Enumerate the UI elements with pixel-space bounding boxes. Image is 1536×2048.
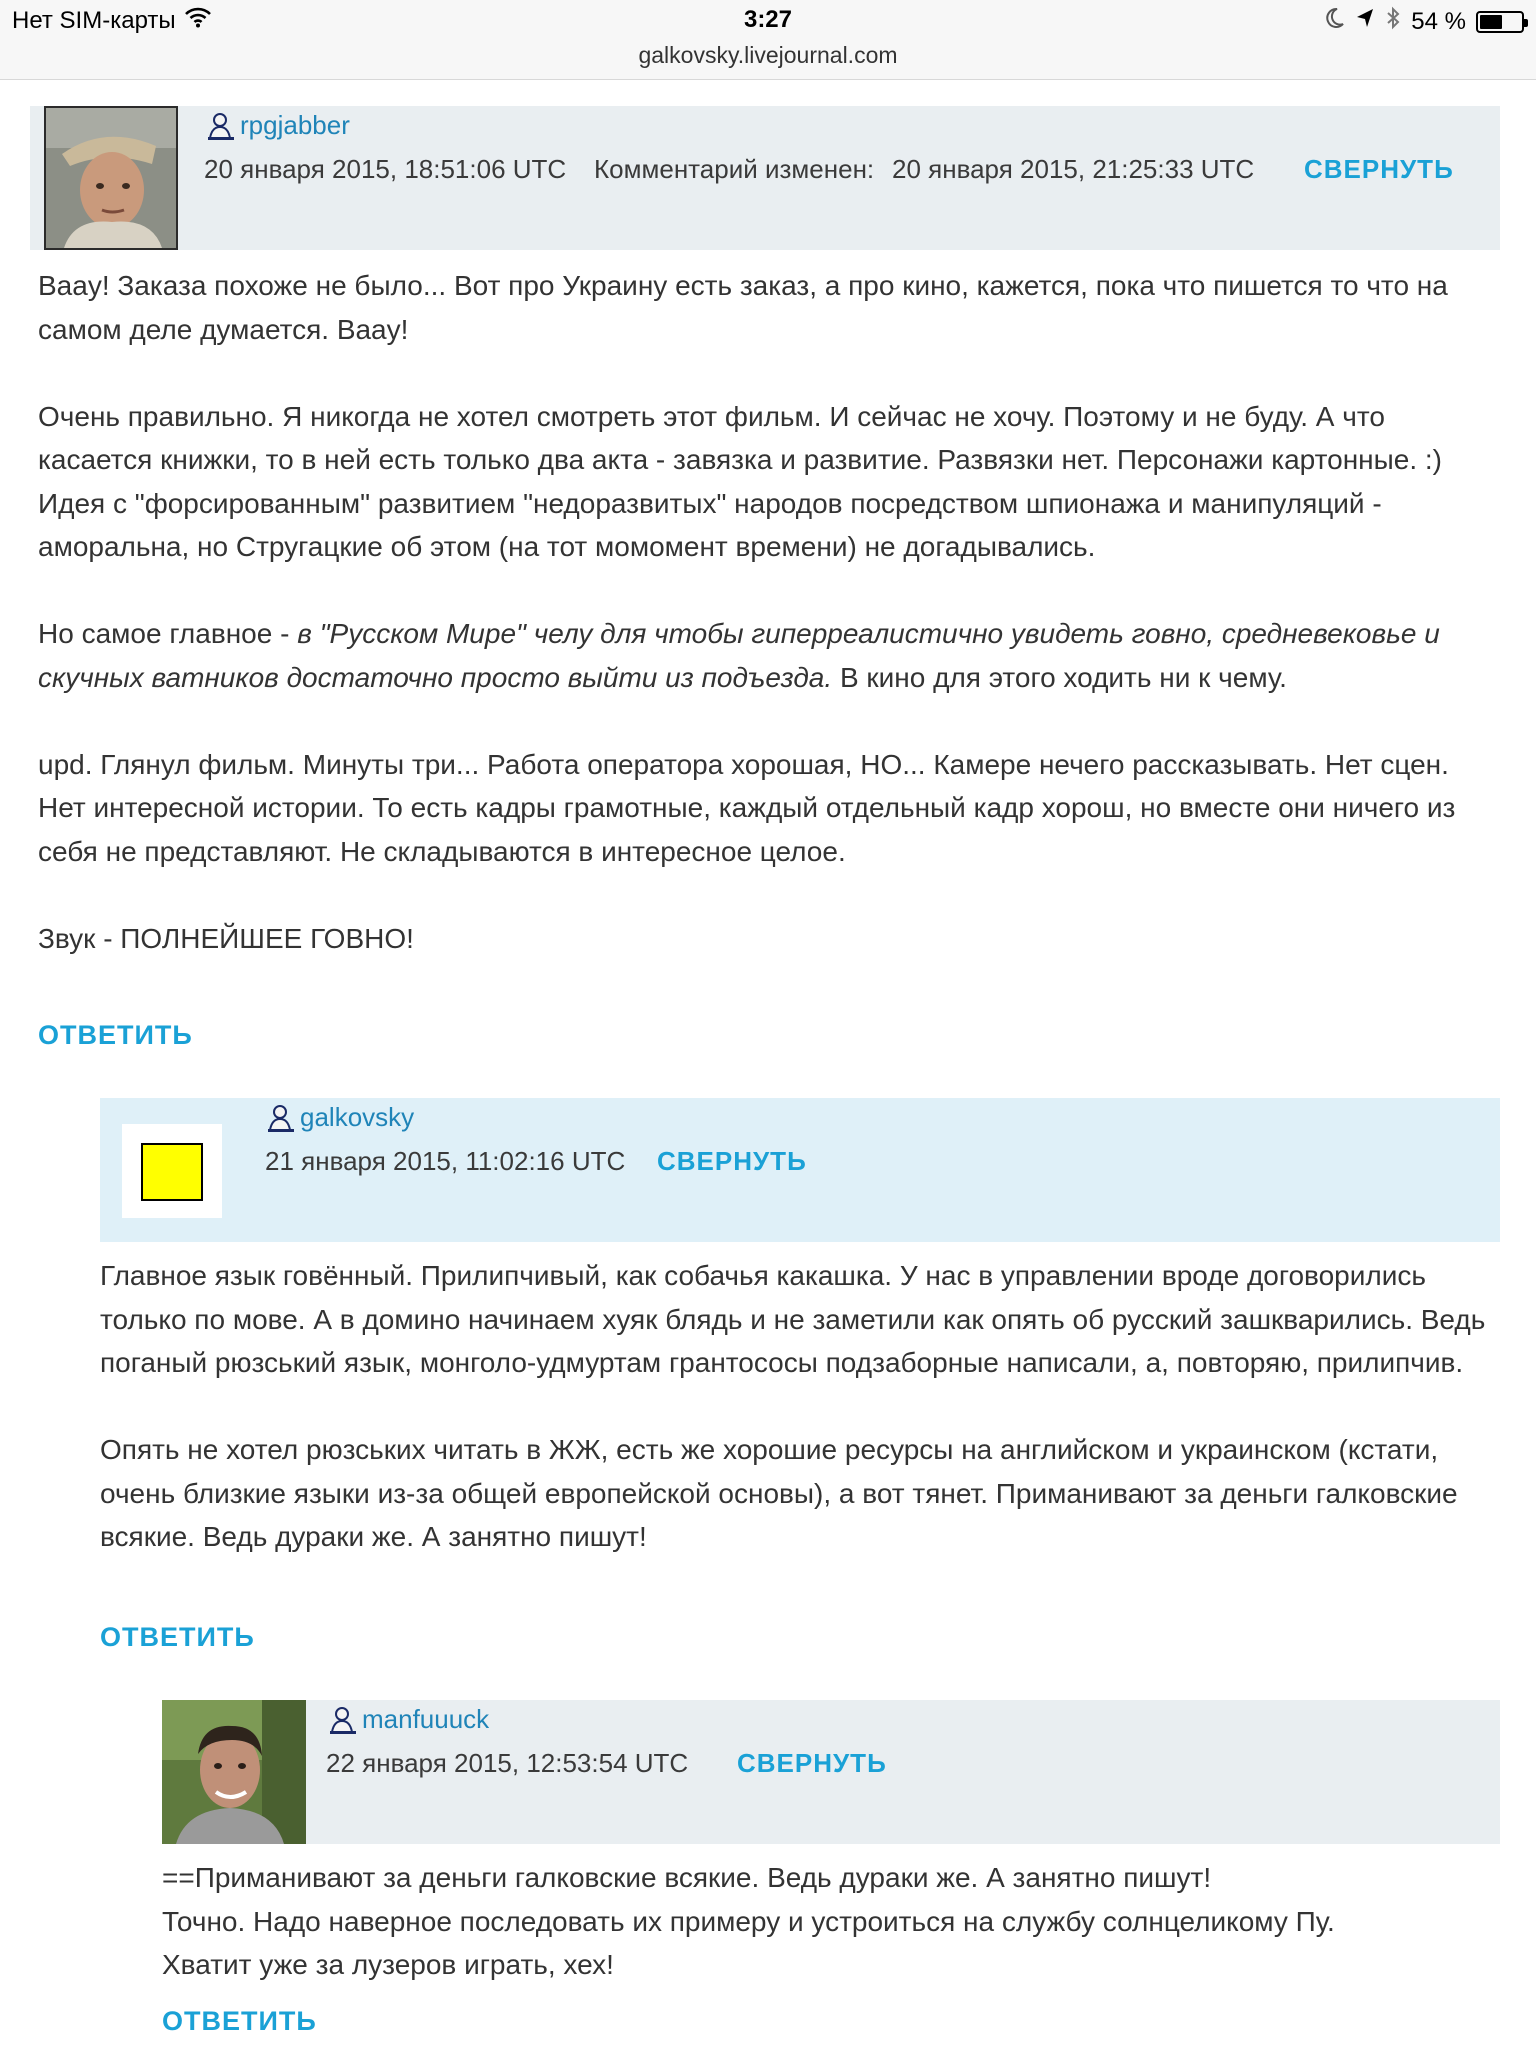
user-icon <box>206 111 236 141</box>
userline <box>328 1704 489 1735</box>
comment-header <box>30 106 1500 250</box>
battery-icon <box>1476 11 1524 33</box>
reply-button[interactable]: ОТВЕТИТЬ <box>162 2006 317 2036</box>
address-url[interactable]: galkovsky.livejournal.com <box>638 42 898 68</box>
battery-percent: 54 % <box>1411 7 1466 35</box>
status-right <box>1325 6 1524 37</box>
bluetooth-icon <box>1385 6 1401 37</box>
edited-date: 20 января 2015, 21:25:33 UTC <box>892 154 1255 184</box>
user-icon <box>266 1103 296 1133</box>
paragraph-suffix: В кино для этого ходить ни к чему. <box>832 661 1287 693</box>
comment-date: 20 января 2015, 18:51:06 UTC <box>204 154 567 184</box>
username-link[interactable]: galkovsky <box>300 1102 415 1132</box>
comment-paragraph: Опять не хотел рюзських читать в ЖЖ, есть же хорошие ресурсы на английском и украинском (кстати, очень близкие языки из-за общей европейской основы), а вот тянет. Приманивают за деньги галковские всякие. Ведь дураки же. А занятно пишут! <box>100 1434 1458 1552</box>
comment-paragraph: Звук - ПОЛНЕЙШЕЕ ГОВНО! <box>38 922 414 954</box>
comment-manfuuuck <box>162 1700 1500 2036</box>
comment-date: 21 января 2015, 11:02:16 UTC <box>265 1146 626 1176</box>
comment-galkovsky <box>100 1098 1500 1652</box>
comment-header <box>100 1098 1500 1242</box>
collapse-button[interactable]: СВЕРНУТЬ <box>1304 154 1454 184</box>
moon-icon <box>1325 7 1345 36</box>
comment-paragraph: upd. Глянул фильм. Минуты три... Работа оператора хорошая, НО... Камере нечего рассказывать. Нет сцен. Нет интересной истории. То есть кадры грамотные, каждый отдельный кадр хорош, но вместе они ничего из себя не представляют. Не складываются в интересное целое. <box>38 748 1456 867</box>
avatar[interactable] <box>162 1700 306 1844</box>
comment-paragraph: Вааy! Заказа похоже не было... Вот про Украину есть заказ, а про кино, кажется, пока что пишется то что на самом деле думается. Вааy! <box>38 270 1448 345</box>
status-bar <box>0 0 1536 80</box>
avatar[interactable] <box>44 106 178 250</box>
collapse-button[interactable]: СВЕРНУТЬ <box>737 1748 887 1778</box>
battery-level-fill <box>1480 15 1502 29</box>
avatar[interactable] <box>122 1124 222 1218</box>
comment-line: Хватит уже за лузеров играть, хех! <box>162 1949 614 1980</box>
userline <box>266 1102 414 1133</box>
comment-paragraph: Главное язык говённый. Прилипчивый, как собачья какашка. У нас в управлении вроде договорились только по мове. А в домино начинаем хуяк блядь и не заметили как опять об русский зашкварились. Ведь поганый рюзський язык, монголо-удмуртам грантососы подзаборные написали, а, повторяю, прилипчив. <box>100 1260 1486 1378</box>
comment-body <box>38 264 1500 960</box>
italic-quote: в "Русском Мире" челу для чтобы гиперреалистично увидеть говно, средневековье и скучных ватников достаточно просто выйти из подъезда. <box>38 618 1440 693</box>
collapse-button[interactable]: СВЕРНУТЬ <box>657 1146 807 1176</box>
comment-body <box>162 1856 1500 1987</box>
paragraph-prefix: Но самое главное - <box>38 618 298 649</box>
comment-line: Точно. Надо наверное последовать их примеру и устроиться на службу солнцеликому Пу. <box>162 1905 1335 1937</box>
username-link[interactable]: rpgjabber <box>240 110 350 140</box>
username-link[interactable]: manfuuuck <box>362 1704 490 1734</box>
comment-body <box>100 1254 1500 1559</box>
reply-button[interactable]: ОТВЕТИТЬ <box>38 1020 193 1050</box>
user-icon <box>328 1705 358 1735</box>
comment-header <box>162 1700 1500 1844</box>
userline <box>206 110 350 141</box>
comment-line: ==Приманивают за деньги галковские всякие. Ведь дураки же. А занятно пишут! <box>162 1862 1212 1893</box>
reply-button[interactable]: ОТВЕТИТЬ <box>100 1622 255 1652</box>
status-time: 3:27 <box>743 6 793 33</box>
comment-rpgjabber <box>30 106 1500 1050</box>
comment-date: 22 января 2015, 12:53:54 UTC <box>326 1748 689 1778</box>
edited-label: Комментарий изменен: <box>594 154 875 184</box>
comment-paragraph: Очень правильно. Я никогда не хотел смотреть этот фильм. И сейчас не хочу. Поэтому и не буду. А что касается книжки, то в ней есть только два акта - завязка и развитие. Развязки нет. Персонажи картонные. :) Идея с "форсированным" развитием "недоразвитых" народов посредством шпионажа и манипуляций - аморальна, но Стругацкие об этом (на тот момомент времени) не догадывались. <box>38 400 1442 562</box>
location-arrow-icon <box>1355 7 1375 36</box>
carrier-label: Нет SIM-карты <box>12 6 176 34</box>
comment-paragraph-emphasis <box>38 612 1500 699</box>
